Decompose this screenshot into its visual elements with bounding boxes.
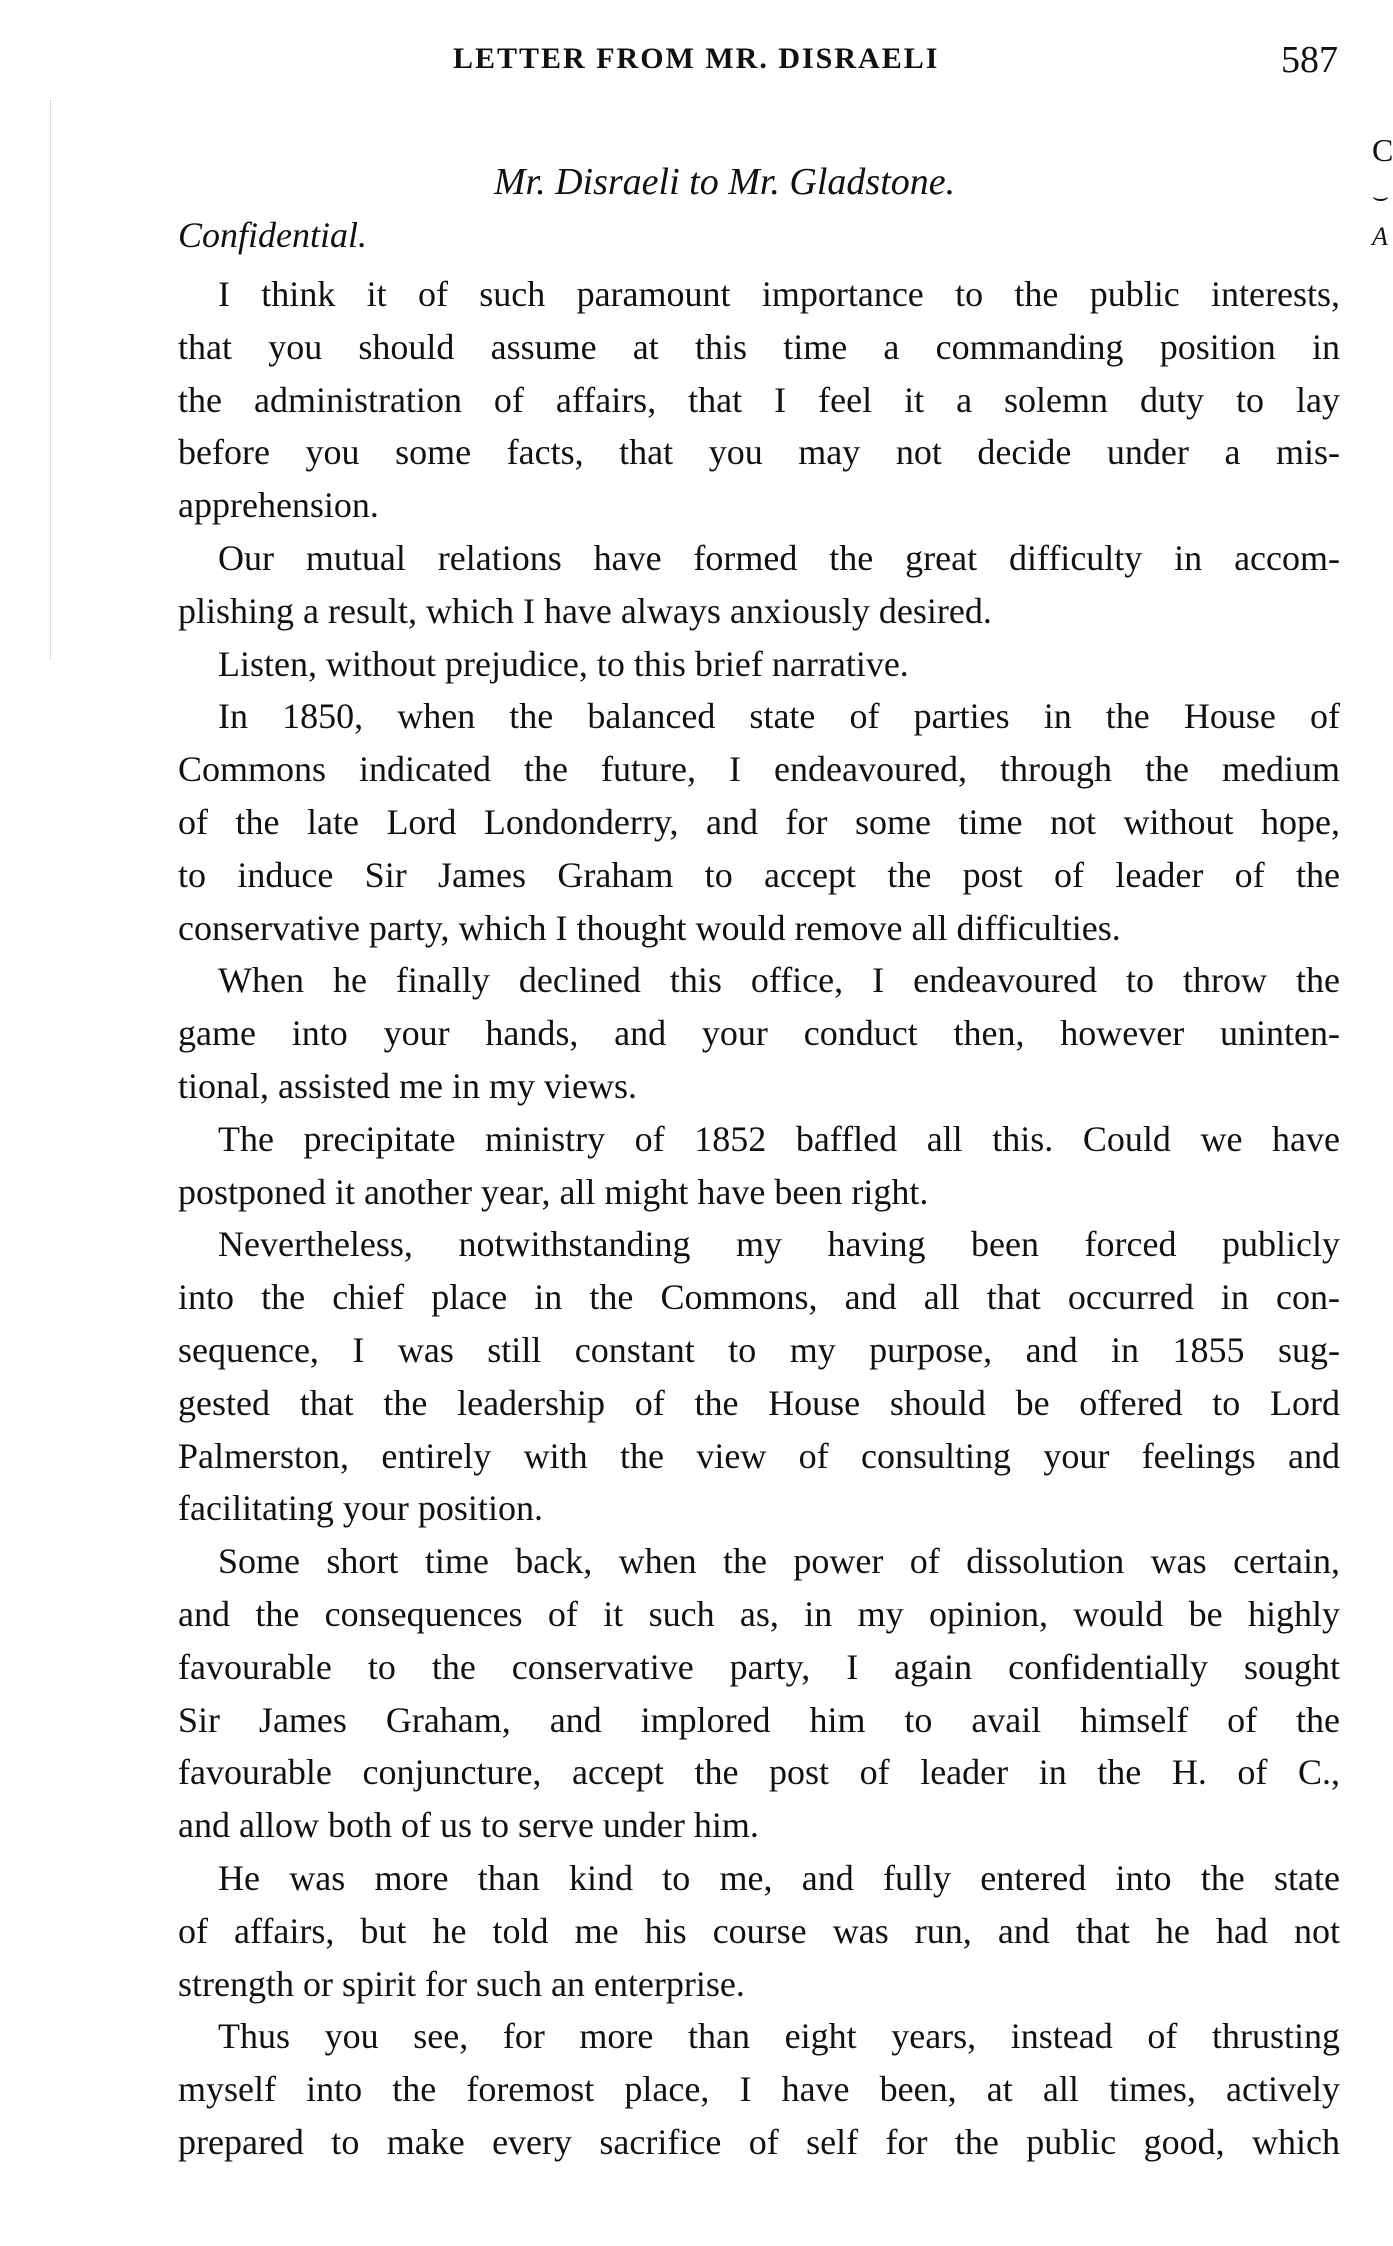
page-header: [178, 39, 1338, 92]
text-line: apprehension.: [178, 485, 379, 526]
text-line: favourable to the conservative party, I again confidentially sought: [178, 1646, 1340, 1687]
text-line: Listen, without prejudice, to this brief narrative.: [218, 643, 909, 684]
letter-title: Mr. Disraeli to Mr. Gladstone.: [493, 161, 956, 203]
text-line: the administration of affairs, that I feel it a solemn duty to lay: [178, 379, 1340, 420]
text-line: favourable conjuncture, accept the post of leader in the H. of C.,: [178, 1752, 1340, 1793]
text-line: tional, assisted me in my views.: [178, 1065, 637, 1106]
text-line: He was more than kind to me, and fully entered into the state: [218, 1857, 1340, 1898]
text-line: strength or spirit for such an enterprise.: [178, 1963, 745, 2004]
text-line: Commons indicated the future, I endeavoured, through the medium: [178, 749, 1340, 790]
running-title: LETTER FROM MR. DISRAELI: [453, 42, 940, 75]
text-line: gested that the leadership of the House should be offered to Lord: [178, 1382, 1340, 1423]
text-line: facilitating your position.: [178, 1488, 543, 1529]
text-line: In 1850, when the balanced state of parties in the House of: [218, 696, 1340, 737]
text-line: to induce Sir James Graham to accept the post of leader of the: [178, 854, 1340, 895]
text-line: game into your hands, and your conduct then, however uninten-: [178, 1013, 1340, 1054]
salutation: Confidential.: [178, 215, 367, 255]
text-line: conservative party, which I thought would remove all difficulties.: [178, 907, 1121, 948]
text-line: and allow both of us to serve under him.: [178, 1805, 759, 1846]
text-line: I think it of such paramount importance to the public interests,: [218, 274, 1340, 314]
text-line: into the chief place in the Commons, and all that occurred in con-: [178, 1277, 1340, 1318]
text-line: Some short time back, when the power of dissolution was certain,: [218, 1541, 1340, 1582]
text-line: postponed it another year, all might have been right.: [178, 1171, 929, 1212]
text-line: prepared to make every sacrifice of self for the public good, which: [178, 2121, 1340, 2162]
text-line: Nevertheless, notwithstanding my having been forced publicly: [218, 1224, 1340, 1265]
page-number: 587: [1281, 39, 1338, 81]
text-line: that you should assume at this time a commanding position in: [178, 326, 1340, 367]
text-line: Thus you see, for more than eight years, instead of thrusting: [218, 2016, 1340, 2057]
margin-fragment: A: [1372, 222, 1388, 251]
text-line: and the consequences of it such as, in my opinion, would be highly: [178, 1593, 1340, 1634]
margin-mark: ⌣: [1372, 182, 1390, 211]
text-line: Sir James Graham, and implored him to avail himself of the: [178, 1699, 1340, 1740]
text-line: of the late Lord Londonderry, and for some time not without hope,: [178, 801, 1340, 842]
text-line: Our mutual relations have formed the great difficulty in accom-: [218, 537, 1340, 578]
text-line: plishing a result, which I have always anxiously desired.: [178, 590, 992, 631]
text-line: before you some facts, that you may not decide under a mis-: [178, 432, 1340, 473]
margin-fragment: C: [1372, 132, 1393, 168]
text-line: sequence, I was still constant to my purpose, and in 1855 sug-: [178, 1329, 1340, 1370]
text-line: of affairs, but he told me his course was run, and that he had not: [178, 1910, 1340, 1951]
text-line: When he finally declined this office, I endeavoured to throw the: [218, 960, 1340, 1001]
text-line: The precipitate ministry of 1852 baffled all this. Could we have: [218, 1118, 1340, 1159]
text-line: Palmerston, entirely with the view of consulting your feelings and: [178, 1435, 1340, 1476]
text-line: myself into the foremost place, I have been, at all times, actively: [178, 2069, 1340, 2110]
letter-body: [178, 268, 1340, 2169]
